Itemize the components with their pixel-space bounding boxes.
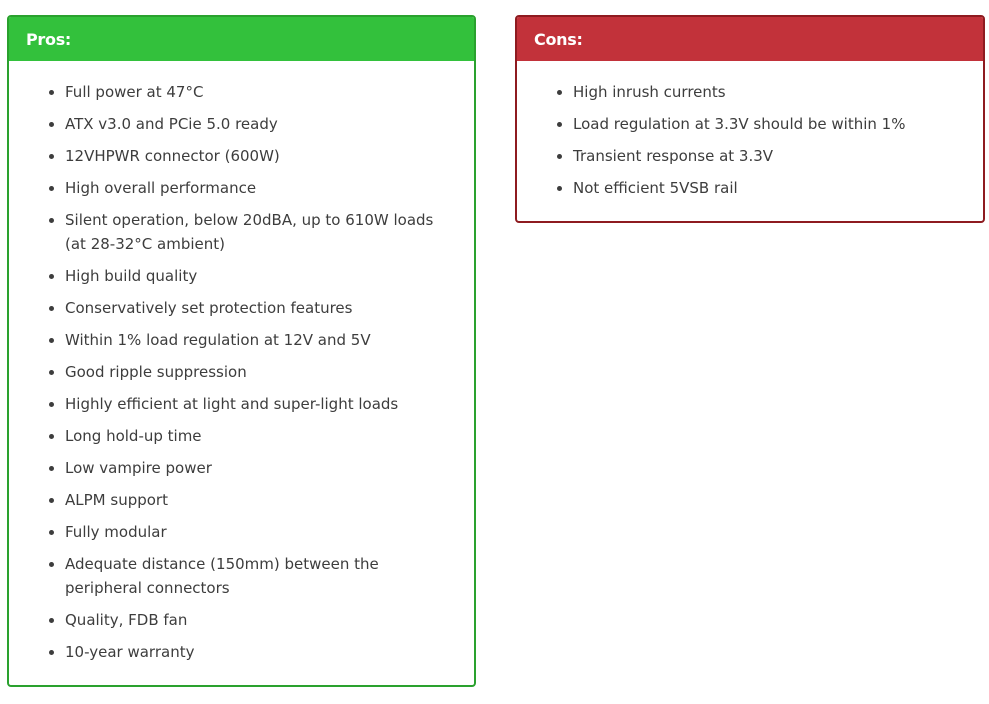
list-item: Within 1% load regulation at 12V and 5V [49, 328, 458, 352]
list-item: Conservatively set protection features [49, 296, 458, 320]
list-item: Low vampire power [49, 456, 458, 480]
list-item: Silent operation, below 20dBA, up to 610W loads (at 28-32°C ambient) [49, 208, 458, 256]
pros-panel [7, 15, 476, 687]
list-item: ATX v3.0 and PCie 5.0 ready [49, 112, 458, 136]
list-item: Good ripple suppression [49, 360, 458, 384]
pros-header: Pros: [9, 17, 474, 61]
list-item: Load regulation at 3.3V should be within 1% [557, 112, 967, 136]
list-item: 12VHPWR connector (600W) [49, 144, 458, 168]
list-item: Quality, FDB fan [49, 608, 458, 632]
list-item: Fully modular [49, 520, 458, 544]
list-item: Long hold-up time [49, 424, 458, 448]
list-item: Highly efficient at light and super-light loads [49, 392, 458, 416]
pros-list [9, 61, 474, 664]
list-item: High overall performance [49, 176, 458, 200]
list-item: ALPM support [49, 488, 458, 512]
list-item: Adequate distance (150mm) between the peripheral connectors [49, 552, 458, 600]
list-item: Full power at 47°C [49, 80, 458, 104]
cons-list [517, 61, 983, 200]
cons-panel [515, 15, 985, 223]
list-item: High inrush currents [557, 80, 967, 104]
list-item: 10-year warranty [49, 640, 458, 664]
list-item: Not efficient 5VSB rail [557, 176, 967, 200]
list-item: High build quality [49, 264, 458, 288]
cons-header: Cons: [517, 17, 983, 61]
list-item: Transient response at 3.3V [557, 144, 967, 168]
